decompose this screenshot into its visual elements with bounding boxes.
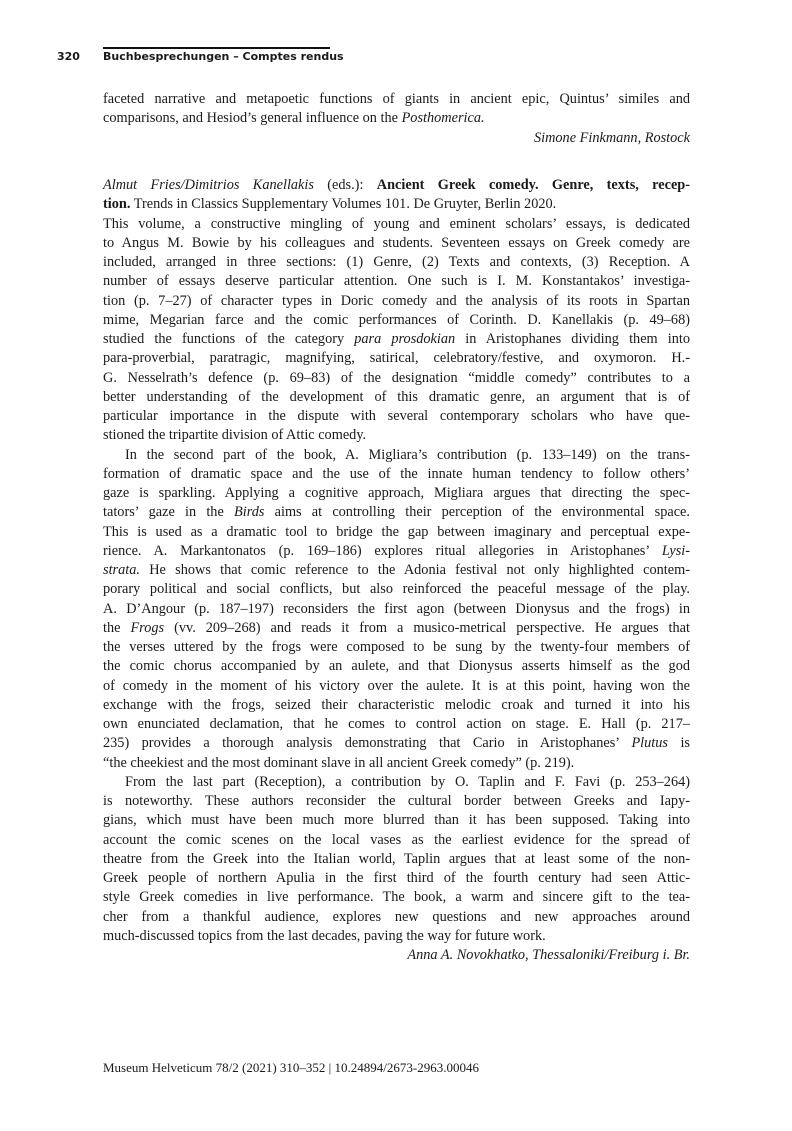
text-run: (vv. 209–268) and reads it from a musico-metrical perspective. He argues that xyxy=(164,619,690,636)
text-run: Trends in Classics Supplementary Volumes 101. De Gruyter, Berlin 2020. xyxy=(130,196,557,213)
text-run: tion (p. 7–27) of character types in Doric comedy and the analysis of its roots in Spartan xyxy=(103,292,690,309)
text-run: exchange with the frogs, seized their characteristic melodic croak and turned it into his xyxy=(103,696,690,713)
text-run: stioned the tripartite division of Attic comedy. xyxy=(103,427,367,444)
review-citation xyxy=(103,176,690,215)
text-run: para-proverbial, paratragic, magnifying, satirical, celebratory/festive, and oxymoron. H.- xyxy=(103,350,690,367)
text-line xyxy=(103,369,690,388)
text-line xyxy=(103,677,690,696)
text-line xyxy=(103,90,690,109)
text-line xyxy=(103,465,690,484)
text-line xyxy=(103,311,690,330)
text-line xyxy=(103,580,690,599)
text-line xyxy=(103,446,690,465)
italic-text: Birds xyxy=(233,504,265,521)
text-run: style Greek comedies in live performance. The book, a warm and sincere gift to the tea- xyxy=(103,889,690,906)
text-run: rience. A. Markantonatos (p. 169–186) explores ritual allegories in Aristophanes’ xyxy=(103,542,662,559)
text-line xyxy=(103,696,690,715)
text-run: is noteworthy. These authors reconsider the cultural border between Greeks and Iapy- xyxy=(103,793,690,809)
page-number: 320 xyxy=(57,50,80,63)
header-rule xyxy=(103,47,330,49)
text-line xyxy=(103,908,690,927)
text-line xyxy=(103,754,690,773)
text-run: gians, which must have been much more blurred than it has been supposed. Taking into xyxy=(103,812,690,829)
text-line xyxy=(103,176,690,195)
text-run: He shows that comic reference to the Adonia festival not only highlighted contem- xyxy=(139,562,690,578)
text-run: 235) provides a thorough analysis demonstrating that Cario in Aristophanes’ xyxy=(103,735,632,752)
text-run: number of essays deserve particular attention. One such is I. M. Konstantakos’ investiga- xyxy=(103,273,690,290)
text-run: mime, Megarian farce and the comic performances of Corinth. D. Kanellakis (p. 49–68) xyxy=(103,311,690,328)
text-line xyxy=(103,349,690,368)
italic-text: Plutus xyxy=(631,735,668,752)
text-line xyxy=(103,734,690,753)
text-line xyxy=(103,195,690,214)
text-line xyxy=(103,792,690,811)
text-run: better understanding of the development of this dramatic genre, an argument that is of xyxy=(103,388,690,405)
text-run: of comedy in the moment of his victory over the aulete. It is at this point, having won the xyxy=(103,677,690,694)
text-line xyxy=(103,888,690,907)
bold-title: tion. xyxy=(103,196,131,213)
journal-footer: Museum Helveticum 78/2 (2021) 310–352 | 10.24894/2673-2963.00046 xyxy=(103,1060,479,1075)
text-run: (eds.): xyxy=(313,177,377,193)
text-run: Greek people of northern Apulia in the first third of the fourth century had seen Attic- xyxy=(103,870,690,886)
text-run: is xyxy=(668,735,690,752)
previous-review-ending xyxy=(103,90,690,148)
review-paragraph-2 xyxy=(103,446,690,773)
text-line xyxy=(103,638,690,657)
text-line xyxy=(103,407,690,426)
text-line xyxy=(103,831,690,850)
text-line xyxy=(103,253,690,272)
text-line xyxy=(103,388,690,407)
text-line xyxy=(103,503,690,522)
text-run: A. D’Angour (p. 187–197) reconsiders the first agon (between Dionysus and the frogs) in xyxy=(103,600,690,617)
running-title: Buchbesprechungen – Comptes rendus xyxy=(103,50,344,63)
text-run: formation of dramatic space and the use of the innate human tendency to follow others’ xyxy=(103,465,690,482)
text-run: This is used as a dramatic tool to bridge the gap between imaginary and perceptual expe- xyxy=(103,523,690,540)
text-line xyxy=(103,523,690,542)
text-run: From the last part (Reception), a contribution by O. Taplin and F. Favi (p. 253–264) xyxy=(125,773,690,790)
text-line xyxy=(103,561,690,580)
italic-text: para prosdokian xyxy=(354,331,456,347)
text-run: own enunciated declamation, that he comes to control action on stage. E. Hall (p. 217– xyxy=(103,716,690,732)
review-paragraph-3 xyxy=(103,773,690,946)
text-run: in Aristophanes dividing them into xyxy=(455,331,691,347)
text-line xyxy=(103,484,690,503)
text-run: “the cheekiest and the most dominant slave in all ancient Greek comedy” (p. 219). xyxy=(103,754,575,771)
text-run: much-discussed topics from the last decades, paving the way for future work. xyxy=(103,927,546,944)
text-line xyxy=(103,657,690,676)
italic-text: strata. xyxy=(103,562,140,578)
review-paragraph-1 xyxy=(103,215,690,446)
text-run: faceted narrative and metapoetic functions of giants in ancient epic, Quintus’ similes and xyxy=(103,91,690,107)
text-run: particular importance in the dispute with several contemporary scholars who have que- xyxy=(103,408,690,424)
italic-text: Almut Fries/Dimitrios Kanellakis xyxy=(103,177,314,193)
bold-title: Ancient Greek comedy. Genre, texts, recep- xyxy=(376,177,690,193)
text-run: comparisons, and Hesiod’s general influence on the xyxy=(103,110,402,127)
text-run: aims at controlling their perception of the environmental space. xyxy=(264,504,690,521)
text-line xyxy=(103,811,690,830)
italic-text: Frogs xyxy=(130,619,165,636)
text-run: G. Nesselrath’s defence (p. 69–83) of the designation “middle comedy” contributes to a xyxy=(103,369,690,386)
text-line xyxy=(103,600,690,619)
review-signature: Anna A. Novokhatko, Thessaloniki/Freiburg i. Br. xyxy=(407,947,690,963)
italic-text: Posthomerica. xyxy=(401,110,485,127)
text-line xyxy=(103,773,690,792)
review xyxy=(103,176,690,965)
text-run: This volume, a constructive mingling of young and eminent scholars’ essays, is dedicated xyxy=(103,215,690,232)
text-line xyxy=(103,272,690,291)
text-line xyxy=(103,715,690,734)
text-run: studied the functions of the category xyxy=(103,331,355,347)
text-run: the xyxy=(103,619,131,636)
text-run: the comic chorus accompanied by an aulete, and that Dionysus asserts himself as the god xyxy=(103,658,690,675)
text-line xyxy=(103,619,690,638)
previous-review-text xyxy=(103,90,690,129)
text-line xyxy=(103,850,690,869)
text-run: tators’ gaze in the xyxy=(103,504,234,521)
text-run: account the comic scenes on the local vases as the earliest evidence for the spread of xyxy=(103,831,690,848)
text-run: gaze is sparkling. Applying a cognitive approach, Migliara argues that directing the spec- xyxy=(103,485,690,501)
text-line xyxy=(103,869,690,888)
text-line xyxy=(103,215,690,234)
text-run: In the second part of the book, A. Migliara’s contribution (p. 133–149) on the trans- xyxy=(125,446,690,463)
text-line xyxy=(103,292,690,311)
text-run: porary political and social conflicts, but also reinforced the peaceful message of the play. xyxy=(103,581,690,598)
text-run: included, arranged in three sections: (1) Genre, (2) Texts and contexts, (3) Reception. A xyxy=(103,254,690,270)
previous-review-signature: Simone Finkmann, Rostock xyxy=(533,129,690,146)
text-run: the verses uttered by the frogs were composed to be sung by the twenty-four members of xyxy=(103,639,690,655)
italic-text: Lysi- xyxy=(661,542,690,559)
text-line xyxy=(103,927,690,946)
text-run: cher from a thankful audience, explores new questions and new approaches around xyxy=(103,908,690,925)
text-line xyxy=(103,109,690,128)
text-line xyxy=(103,234,690,253)
text-run: theatre from the Greek into the Italian world, Taplin argues that at least some of the non- xyxy=(103,850,690,867)
text-line xyxy=(103,542,690,561)
text-line xyxy=(103,330,690,349)
text-run: to Angus M. Bowie by his colleagues and students. Seventeen essays on Greek comedy are xyxy=(103,234,690,251)
text-line xyxy=(103,426,690,445)
